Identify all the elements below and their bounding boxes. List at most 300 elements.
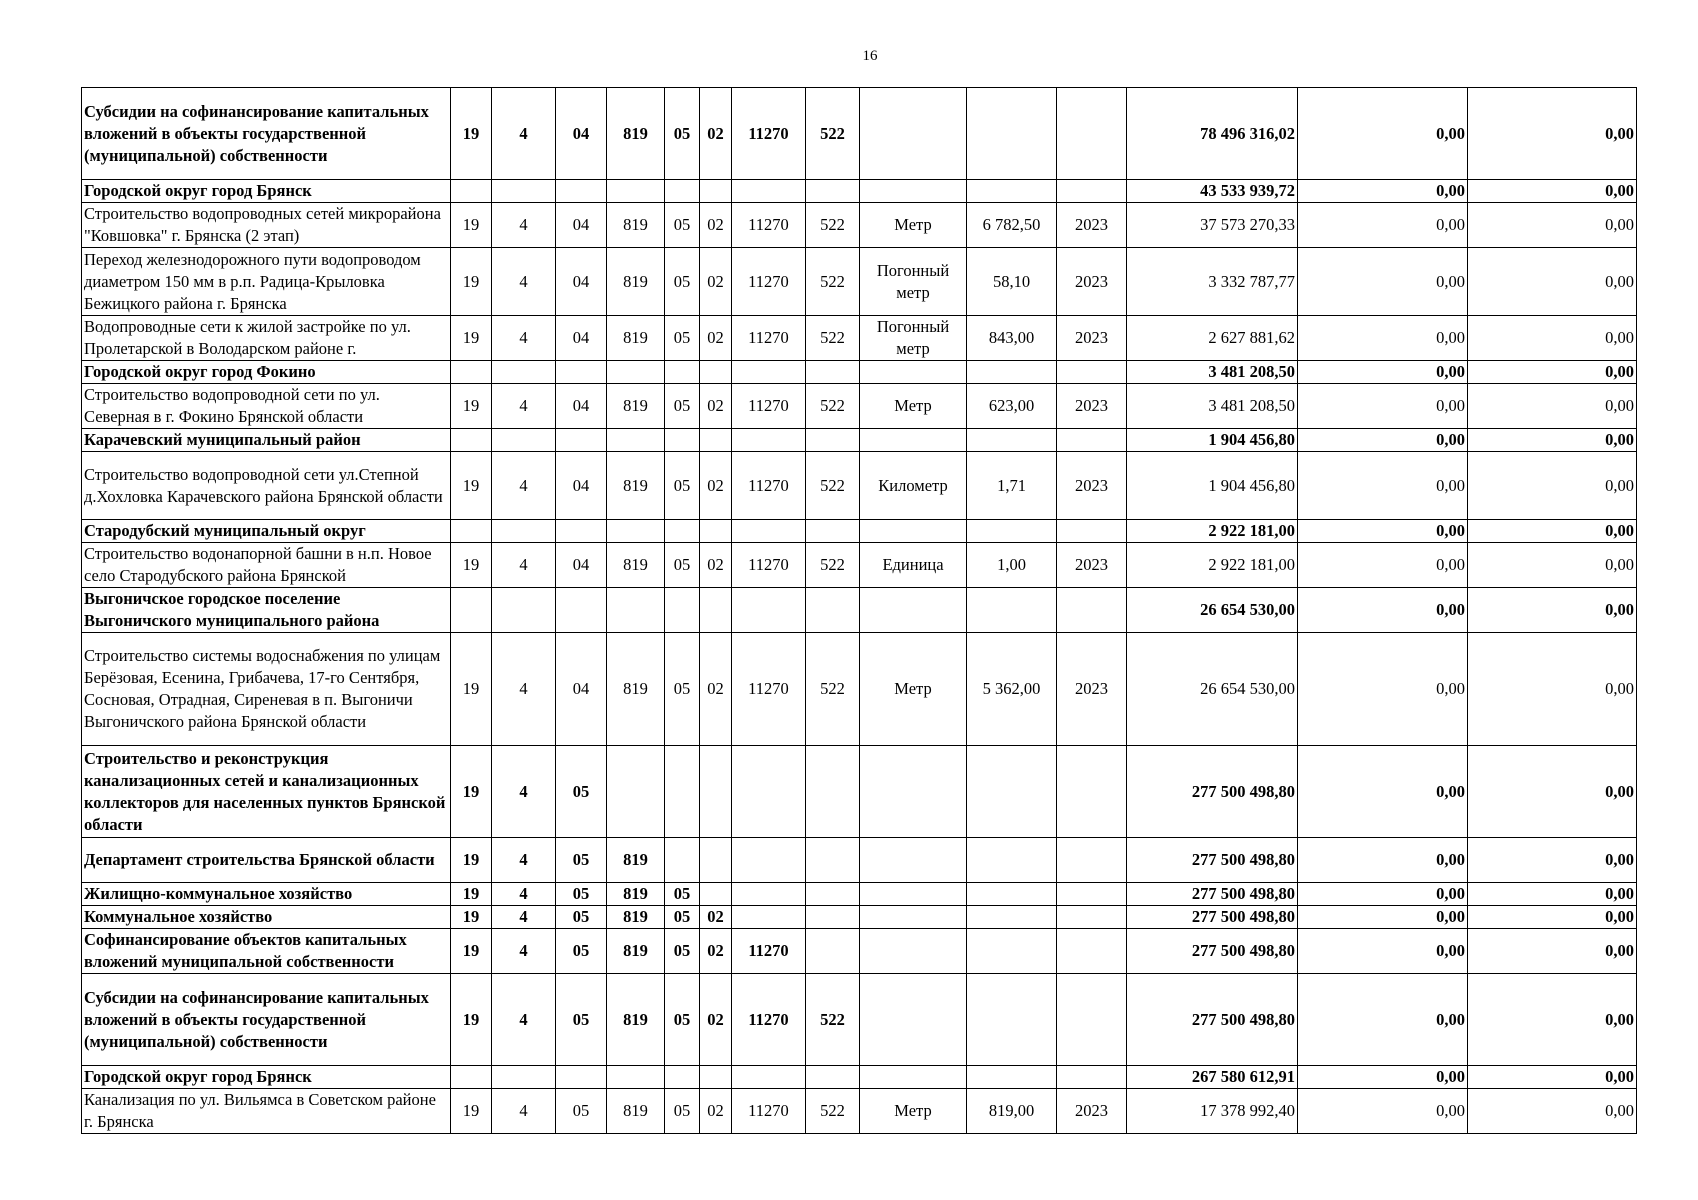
code-2-cell: 4	[492, 633, 556, 746]
code-target-cell: 11270	[732, 316, 806, 361]
table-row	[82, 248, 1637, 316]
code-target-cell: 11270	[732, 384, 806, 429]
value-year-2-cell: 0,00	[1298, 180, 1468, 203]
row-name-cell: Выгоничское городское поселение Выгоничского муниципального района	[82, 588, 451, 633]
amount-cell: 26 654 530,00	[1127, 588, 1298, 633]
value-year-3-cell: 0,00	[1468, 520, 1637, 543]
code-3-cell: 04	[556, 316, 607, 361]
code-2-cell	[492, 180, 556, 203]
code-1-cell	[451, 361, 492, 384]
code-1-cell: 19	[451, 203, 492, 248]
quantity-cell: 623,00	[967, 384, 1057, 429]
value-year-3-cell: 0,00	[1468, 316, 1637, 361]
table-row	[82, 520, 1637, 543]
year-cell: 2023	[1057, 384, 1127, 429]
amount-cell: 1 904 456,80	[1127, 429, 1298, 452]
quantity-cell: 843,00	[967, 316, 1057, 361]
quantity-cell: 1,71	[967, 452, 1057, 520]
unit-cell	[860, 520, 967, 543]
row-name-cell: Переход железнодорожного пути водопроводом диаметром 150 мм в р.п. Радица-Крыловка Бежицкого района г. Брянска	[82, 248, 451, 316]
unit-cell: Погонный метр	[860, 248, 967, 316]
code-expense-type-cell	[806, 520, 860, 543]
code-grbs-cell: 819	[607, 248, 665, 316]
value-year-2-cell: 0,00	[1298, 452, 1468, 520]
row-name-cell: Субсидии на софинансирование капитальных вложений в объекты государственной (муниципальной) собственности	[82, 88, 451, 180]
amount-cell: 2 922 181,00	[1127, 520, 1298, 543]
code-1-cell: 19	[451, 316, 492, 361]
code-target-cell	[732, 180, 806, 203]
code-3-cell: 04	[556, 384, 607, 429]
code-section-cell: 05	[665, 452, 700, 520]
table-row	[82, 974, 1637, 1066]
code-grbs-cell	[607, 746, 665, 838]
row-name-cell: Департамент строительства Брянской области	[82, 838, 451, 883]
code-subsection-cell	[700, 838, 732, 883]
code-3-cell: 04	[556, 203, 607, 248]
unit-cell	[860, 361, 967, 384]
code-1-cell: 19	[451, 248, 492, 316]
code-subsection-cell	[700, 180, 732, 203]
code-2-cell: 4	[492, 974, 556, 1066]
code-1-cell: 19	[451, 384, 492, 429]
code-subsection-cell	[700, 520, 732, 543]
quantity-cell	[967, 974, 1057, 1066]
year-cell: 2023	[1057, 543, 1127, 588]
code-2-cell	[492, 361, 556, 384]
table-row	[82, 361, 1637, 384]
code-2-cell: 4	[492, 248, 556, 316]
row-name-cell: Стародубский муниципальный округ	[82, 520, 451, 543]
code-expense-type-cell: 522	[806, 88, 860, 180]
code-expense-type-cell	[806, 361, 860, 384]
value-year-2-cell: 0,00	[1298, 203, 1468, 248]
value-year-2-cell: 0,00	[1298, 384, 1468, 429]
code-3-cell	[556, 1066, 607, 1089]
row-name-cell: Субсидии на софинансирование капитальных вложений в объекты государственной (муниципальной) собственности	[82, 974, 451, 1066]
code-grbs-cell: 819	[607, 316, 665, 361]
value-year-3-cell: 0,00	[1468, 543, 1637, 588]
code-expense-type-cell: 522	[806, 633, 860, 746]
code-1-cell: 19	[451, 929, 492, 974]
value-year-2-cell: 0,00	[1298, 88, 1468, 180]
code-3-cell: 04	[556, 88, 607, 180]
value-year-2-cell: 0,00	[1298, 429, 1468, 452]
row-name-cell: Строительство системы водоснабжения по улицам Берёзовая, Есенина, Грибачева, 17-го Сентября, Сосновая, Отрадная, Сиреневая в п. Выгоничи Выгоничского района Брянской области	[82, 633, 451, 746]
table-row	[82, 838, 1637, 883]
amount-cell: 17 378 992,40	[1127, 1089, 1298, 1134]
year-cell: 2023	[1057, 633, 1127, 746]
code-section-cell: 05	[665, 929, 700, 974]
quantity-cell	[967, 906, 1057, 929]
table-row	[82, 929, 1637, 974]
code-section-cell	[665, 180, 700, 203]
year-cell	[1057, 361, 1127, 384]
quantity-cell: 819,00	[967, 1089, 1057, 1134]
value-year-3-cell: 0,00	[1468, 974, 1637, 1066]
amount-cell: 3 332 787,77	[1127, 248, 1298, 316]
code-grbs-cell: 819	[607, 633, 665, 746]
row-name-cell: Строительство водонапорной башни в н.п. Новое село Стародубского района Брянской	[82, 543, 451, 588]
row-name-cell: Канализация по ул. Вильямса в Советском районе г. Брянска	[82, 1089, 451, 1134]
code-target-cell	[732, 838, 806, 883]
amount-cell: 267 580 612,91	[1127, 1066, 1298, 1089]
code-section-cell	[665, 361, 700, 384]
page-number: 16	[862, 48, 878, 64]
amount-cell: 277 500 498,80	[1127, 746, 1298, 838]
quantity-cell	[967, 520, 1057, 543]
code-grbs-cell: 819	[607, 452, 665, 520]
code-target-cell	[732, 520, 806, 543]
code-subsection-cell	[700, 588, 732, 633]
unit-cell	[860, 88, 967, 180]
code-section-cell: 05	[665, 248, 700, 316]
budget-table-body	[82, 88, 1637, 1134]
quantity-cell	[967, 883, 1057, 906]
budget-table	[81, 87, 1637, 1134]
row-name-cell: Строительство водопроводной сети ул.Степной д.Хохловка Карачевского района Брянской области	[82, 452, 451, 520]
year-cell	[1057, 929, 1127, 974]
code-1-cell: 19	[451, 746, 492, 838]
code-2-cell: 4	[492, 1089, 556, 1134]
code-target-cell	[732, 429, 806, 452]
code-2-cell: 4	[492, 746, 556, 838]
row-name-cell: Жилищно-коммунальное хозяйство	[82, 883, 451, 906]
value-year-3-cell: 0,00	[1468, 633, 1637, 746]
code-expense-type-cell: 522	[806, 316, 860, 361]
row-name-cell: Карачевский муниципальный район	[82, 429, 451, 452]
code-subsection-cell: 02	[700, 906, 732, 929]
quantity-cell	[967, 361, 1057, 384]
code-section-cell	[665, 746, 700, 838]
code-2-cell: 4	[492, 203, 556, 248]
code-grbs-cell	[607, 588, 665, 633]
value-year-3-cell: 0,00	[1468, 929, 1637, 974]
value-year-2-cell: 0,00	[1298, 543, 1468, 588]
code-expense-type-cell: 522	[806, 384, 860, 429]
value-year-3-cell: 0,00	[1468, 452, 1637, 520]
year-cell	[1057, 906, 1127, 929]
code-grbs-cell: 819	[607, 203, 665, 248]
code-2-cell: 4	[492, 838, 556, 883]
unit-cell	[860, 974, 967, 1066]
code-grbs-cell: 819	[607, 838, 665, 883]
value-year-3-cell: 0,00	[1468, 1066, 1637, 1089]
year-cell	[1057, 974, 1127, 1066]
code-section-cell: 05	[665, 974, 700, 1066]
code-target-cell	[732, 883, 806, 906]
table-row	[82, 203, 1637, 248]
code-2-cell	[492, 588, 556, 633]
code-grbs-cell: 819	[607, 929, 665, 974]
year-cell	[1057, 429, 1127, 452]
row-name-cell: Строительство водопроводных сетей микрорайона "Ковшовка" г. Брянска (2 этап)	[82, 203, 451, 248]
table-row	[82, 452, 1637, 520]
quantity-cell: 5 362,00	[967, 633, 1057, 746]
code-subsection-cell: 02	[700, 1089, 732, 1134]
year-cell	[1057, 588, 1127, 633]
row-name-cell: Софинансирование объектов капитальных вложений муниципальной собственности	[82, 929, 451, 974]
code-grbs-cell: 819	[607, 906, 665, 929]
year-cell: 2023	[1057, 316, 1127, 361]
value-year-3-cell: 0,00	[1468, 883, 1637, 906]
code-1-cell	[451, 429, 492, 452]
code-subsection-cell: 02	[700, 543, 732, 588]
value-year-2-cell: 0,00	[1298, 838, 1468, 883]
code-2-cell: 4	[492, 384, 556, 429]
unit-cell	[860, 906, 967, 929]
value-year-3-cell: 0,00	[1468, 746, 1637, 838]
unit-cell	[860, 838, 967, 883]
year-cell: 2023	[1057, 248, 1127, 316]
code-3-cell	[556, 361, 607, 384]
table-row	[82, 429, 1637, 452]
code-grbs-cell	[607, 520, 665, 543]
quantity-cell	[967, 429, 1057, 452]
code-2-cell: 4	[492, 929, 556, 974]
code-expense-type-cell	[806, 588, 860, 633]
value-year-2-cell: 0,00	[1298, 746, 1468, 838]
code-target-cell: 11270	[732, 248, 806, 316]
value-year-2-cell: 0,00	[1298, 316, 1468, 361]
code-section-cell: 05	[665, 88, 700, 180]
code-target-cell: 11270	[732, 633, 806, 746]
code-section-cell	[665, 520, 700, 543]
code-grbs-cell: 819	[607, 1089, 665, 1134]
code-grbs-cell: 819	[607, 88, 665, 180]
code-expense-type-cell	[806, 929, 860, 974]
code-3-cell	[556, 588, 607, 633]
code-target-cell	[732, 906, 806, 929]
amount-cell: 277 500 498,80	[1127, 883, 1298, 906]
unit-cell	[860, 429, 967, 452]
code-3-cell: 04	[556, 633, 607, 746]
unit-cell: Единица	[860, 543, 967, 588]
code-subsection-cell: 02	[700, 452, 732, 520]
code-2-cell: 4	[492, 883, 556, 906]
code-1-cell	[451, 1066, 492, 1089]
table-row	[82, 883, 1637, 906]
code-expense-type-cell: 522	[806, 974, 860, 1066]
code-subsection-cell: 02	[700, 384, 732, 429]
amount-cell: 37 573 270,33	[1127, 203, 1298, 248]
unit-cell	[860, 1066, 967, 1089]
code-section-cell	[665, 588, 700, 633]
code-subsection-cell: 02	[700, 929, 732, 974]
code-1-cell: 19	[451, 543, 492, 588]
code-2-cell: 4	[492, 316, 556, 361]
code-3-cell	[556, 520, 607, 543]
year-cell	[1057, 838, 1127, 883]
code-2-cell: 4	[492, 543, 556, 588]
value-year-2-cell: 0,00	[1298, 248, 1468, 316]
code-expense-type-cell	[806, 180, 860, 203]
quantity-cell	[967, 588, 1057, 633]
code-expense-type-cell: 522	[806, 203, 860, 248]
table-row	[82, 543, 1637, 588]
unit-cell: Метр	[860, 384, 967, 429]
code-2-cell	[492, 1066, 556, 1089]
code-1-cell: 19	[451, 1089, 492, 1134]
code-target-cell: 11270	[732, 88, 806, 180]
quantity-cell: 1,00	[967, 543, 1057, 588]
code-section-cell: 05	[665, 883, 700, 906]
code-section-cell: 05	[665, 543, 700, 588]
quantity-cell: 6 782,50	[967, 203, 1057, 248]
code-1-cell	[451, 588, 492, 633]
code-3-cell: 05	[556, 906, 607, 929]
code-grbs-cell: 819	[607, 384, 665, 429]
code-target-cell: 11270	[732, 203, 806, 248]
value-year-3-cell: 0,00	[1468, 361, 1637, 384]
table-row	[82, 633, 1637, 746]
value-year-3-cell: 0,00	[1468, 906, 1637, 929]
code-1-cell: 19	[451, 883, 492, 906]
quantity-cell	[967, 180, 1057, 203]
amount-cell: 277 500 498,80	[1127, 906, 1298, 929]
code-subsection-cell	[700, 1066, 732, 1089]
row-name-cell: Городской округ город Брянск	[82, 180, 451, 203]
code-2-cell: 4	[492, 452, 556, 520]
value-year-2-cell: 0,00	[1298, 906, 1468, 929]
year-cell	[1057, 88, 1127, 180]
code-expense-type-cell: 522	[806, 1089, 860, 1134]
amount-cell: 43 533 939,72	[1127, 180, 1298, 203]
table-row	[82, 180, 1637, 203]
year-cell	[1057, 520, 1127, 543]
code-3-cell	[556, 180, 607, 203]
unit-cell: Метр	[860, 633, 967, 746]
unit-cell	[860, 883, 967, 906]
code-2-cell	[492, 429, 556, 452]
code-grbs-cell	[607, 361, 665, 384]
table-row	[82, 588, 1637, 633]
code-subsection-cell: 02	[700, 248, 732, 316]
code-section-cell	[665, 838, 700, 883]
code-subsection-cell: 02	[700, 88, 732, 180]
amount-cell: 3 481 208,50	[1127, 361, 1298, 384]
code-3-cell: 05	[556, 746, 607, 838]
value-year-2-cell: 0,00	[1298, 929, 1468, 974]
code-expense-type-cell	[806, 838, 860, 883]
row-name-cell: Строительство водопроводной сети по ул. Северная в г. Фокино Брянской области	[82, 384, 451, 429]
unit-cell	[860, 588, 967, 633]
table-row	[82, 1089, 1637, 1134]
code-target-cell: 11270	[732, 929, 806, 974]
table-row	[82, 384, 1637, 429]
code-subsection-cell: 02	[700, 974, 732, 1066]
code-3-cell: 04	[556, 543, 607, 588]
code-target-cell	[732, 1066, 806, 1089]
year-cell	[1057, 746, 1127, 838]
quantity-cell	[967, 88, 1057, 180]
code-expense-type-cell	[806, 429, 860, 452]
year-cell: 2023	[1057, 1089, 1127, 1134]
value-year-3-cell: 0,00	[1468, 180, 1637, 203]
code-target-cell	[732, 588, 806, 633]
code-3-cell: 04	[556, 452, 607, 520]
quantity-cell	[967, 1066, 1057, 1089]
code-3-cell: 05	[556, 929, 607, 974]
code-section-cell: 05	[665, 633, 700, 746]
code-2-cell: 4	[492, 906, 556, 929]
row-name-cell: Водопроводные сети к жилой застройке по ул. Пролетарской в Володарском районе г.	[82, 316, 451, 361]
code-subsection-cell: 02	[700, 203, 732, 248]
year-cell	[1057, 883, 1127, 906]
value-year-2-cell: 0,00	[1298, 633, 1468, 746]
code-subsection-cell: 02	[700, 633, 732, 746]
row-name-cell: Городской округ город Фокино	[82, 361, 451, 384]
code-3-cell: 05	[556, 838, 607, 883]
amount-cell: 277 500 498,80	[1127, 974, 1298, 1066]
row-name-cell: Коммунальное хозяйство	[82, 906, 451, 929]
value-year-2-cell: 0,00	[1298, 520, 1468, 543]
code-expense-type-cell: 522	[806, 543, 860, 588]
table-row	[82, 1066, 1637, 1089]
code-1-cell	[451, 180, 492, 203]
code-3-cell	[556, 429, 607, 452]
code-3-cell: 05	[556, 974, 607, 1066]
quantity-cell	[967, 746, 1057, 838]
code-grbs-cell	[607, 1066, 665, 1089]
value-year-2-cell: 0,00	[1298, 1089, 1468, 1134]
code-grbs-cell	[607, 180, 665, 203]
code-expense-type-cell: 522	[806, 452, 860, 520]
table-row	[82, 906, 1637, 929]
unit-cell	[860, 746, 967, 838]
amount-cell: 26 654 530,00	[1127, 633, 1298, 746]
code-expense-type-cell	[806, 746, 860, 838]
code-section-cell: 05	[665, 384, 700, 429]
year-cell	[1057, 1066, 1127, 1089]
code-grbs-cell: 819	[607, 883, 665, 906]
unit-cell: Километр	[860, 452, 967, 520]
code-1-cell: 19	[451, 452, 492, 520]
table-row	[82, 316, 1637, 361]
value-year-3-cell: 0,00	[1468, 1089, 1637, 1134]
code-section-cell	[665, 1066, 700, 1089]
amount-cell: 78 496 316,02	[1127, 88, 1298, 180]
amount-cell: 2 627 881,62	[1127, 316, 1298, 361]
code-grbs-cell	[607, 429, 665, 452]
value-year-3-cell: 0,00	[1468, 588, 1637, 633]
year-cell	[1057, 180, 1127, 203]
quantity-cell	[967, 929, 1057, 974]
code-subsection-cell	[700, 883, 732, 906]
code-expense-type-cell	[806, 883, 860, 906]
unit-cell	[860, 929, 967, 974]
value-year-2-cell: 0,00	[1298, 1066, 1468, 1089]
value-year-2-cell: 0,00	[1298, 588, 1468, 633]
code-target-cell: 11270	[732, 1089, 806, 1134]
amount-cell: 277 500 498,80	[1127, 929, 1298, 974]
value-year-3-cell: 0,00	[1468, 384, 1637, 429]
code-1-cell	[451, 520, 492, 543]
amount-cell: 277 500 498,80	[1127, 838, 1298, 883]
amount-cell: 1 904 456,80	[1127, 452, 1298, 520]
code-target-cell	[732, 361, 806, 384]
code-expense-type-cell	[806, 1066, 860, 1089]
code-grbs-cell: 819	[607, 974, 665, 1066]
amount-cell: 2 922 181,00	[1127, 543, 1298, 588]
value-year-3-cell: 0,00	[1468, 429, 1637, 452]
value-year-2-cell: 0,00	[1298, 883, 1468, 906]
code-target-cell	[732, 746, 806, 838]
code-subsection-cell	[700, 746, 732, 838]
value-year-3-cell: 0,00	[1468, 838, 1637, 883]
code-target-cell: 11270	[732, 543, 806, 588]
code-expense-type-cell: 522	[806, 248, 860, 316]
code-3-cell: 05	[556, 1089, 607, 1134]
